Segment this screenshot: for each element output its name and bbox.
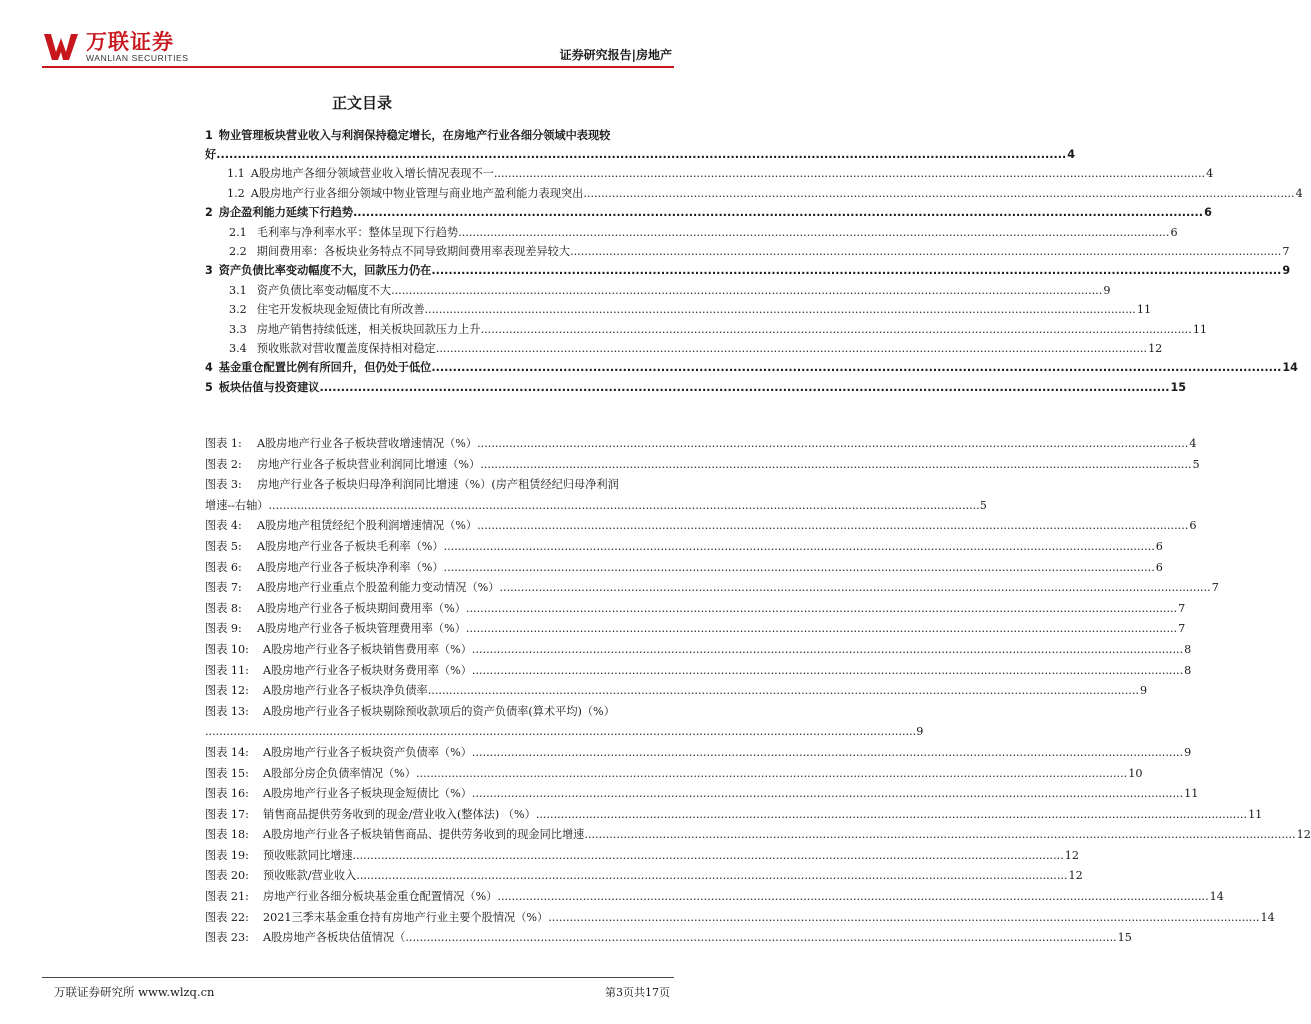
toc-entry[interactable]: 5 板块估值与投资建议 ..... 15 (205, 378, 671, 397)
toc-entry[interactable]: 3.3 房地产销售持续低迷，相关板块回款压力上升 ..... 11 (205, 320, 671, 339)
figure-page-number: 6 (1155, 560, 1163, 574)
toc-page-number: 6 (1170, 225, 1178, 239)
toc-entry[interactable]: 3.2 住宅开发板块现金短债比有所改善 ..... 11 (205, 300, 671, 319)
toc-page-number: 15 (1170, 380, 1187, 394)
figure-entry[interactable]: 图表 15: A股部分房企负债率情况（%） ..... 10 (205, 764, 671, 785)
header-divider (42, 66, 674, 68)
leader-dots (269, 496, 980, 517)
figure-page-number: 10 (1128, 766, 1143, 780)
leader-dots (570, 242, 1281, 261)
leader-dots (583, 184, 1294, 203)
leader-dots (499, 578, 1210, 599)
figure-page-number: 8 (1184, 642, 1192, 656)
report-category: 证券研究报告|房地产 (559, 48, 672, 62)
figure-entry[interactable]: 图表 10: A股房地产行业各子板块销售费用率（%） ..... 8 (205, 640, 671, 661)
toc-entry[interactable]: 1.1 A股房地产各细分领域营业收入增长情况表现不一 ..... 4 (205, 164, 671, 183)
figure-entry[interactable]: 图表 12: A股房地产行业各子板块净负债率 ..... 9 (205, 681, 671, 702)
table-of-contents (205, 125, 1303, 397)
wanlian-logo-icon (42, 30, 80, 64)
toc-page-number: 6 (1204, 206, 1212, 220)
leader-dots (444, 558, 1155, 579)
toc-entry[interactable]: 3.1 资产负债比率变动幅度不大 ..... 9 (205, 281, 671, 300)
toc-entry[interactable]: 1 物业管理板块营业收入与利润保持稳定增长，在房地产行业各细分领域中表现较 (205, 128, 611, 142)
toc-page-number: 4 (1295, 186, 1303, 200)
toc-page-number: 12 (1148, 341, 1163, 355)
figure-page-number: 6 (1155, 539, 1163, 553)
figure-entry[interactable]: 图表 16: A股房地产行业各子板块现金短债比（%） ..... 11 (205, 784, 671, 805)
figure-entry[interactable]: 图表 7: A股房地产行业重点个股盈利能力变动情况（%） ..... 7 (205, 578, 671, 599)
figure-page-number: 9 (1139, 684, 1148, 698)
figure-page-number: 15 (1117, 931, 1132, 945)
figure-entry[interactable]: 图表 22: 2021三季末基金重仓持有房地产行业主要个股情况（%） ..... 14 (205, 908, 671, 929)
figure-entry[interactable]: 图表 3: 房地产行业各子板块归母净利润同比增速（%）(房产租赁经纪归母净利润 (205, 478, 619, 492)
toc-page-number: 14 (1282, 361, 1298, 375)
toc-entry[interactable]: 3 资产负债比率变动幅度不大，回款压力仍在 ..... 9 (205, 261, 671, 280)
leader-dots (472, 661, 1183, 682)
logo-chinese-name: 万联证券 (86, 30, 174, 54)
figure-entry[interactable]: 图表 1: A股房地产行业各子板块营收增速情况（%） ..... 4 (205, 434, 671, 455)
leader-dots (431, 261, 1281, 280)
figure-entry[interactable]: 图表 5: A股房地产行业各子板块毛利率（%） ..... 6 (205, 537, 671, 558)
footer-divider (42, 977, 674, 978)
figure-page-number: 14 (1260, 910, 1275, 924)
leader-dots (353, 846, 1064, 867)
toc-entry[interactable]: 2.1 毛利率与净利率水平：整体呈现下行趋势 ..... 6 (205, 223, 671, 242)
leader-dots (216, 145, 1066, 164)
figure-page-number: 12 (1064, 848, 1080, 862)
figure-entry-continuation[interactable] (205, 722, 924, 743)
toc-page-number: 11 (1136, 303, 1152, 317)
logo-english-name: WANLIAN SECURITIES (86, 53, 189, 63)
leader-dots (353, 203, 1203, 222)
leader-dots (356, 866, 1067, 887)
figure-entry[interactable]: 图表 20: 预收账款/营业收入 ..... 12 (205, 866, 671, 887)
figure-page-number: 11 (1248, 807, 1263, 821)
figure-entry[interactable]: 图表 2: 房地产行业各子板块营业利润同比增速（%） ..... 5 (205, 455, 671, 476)
leader-dots (472, 784, 1183, 805)
leader-dots (431, 358, 1281, 377)
figure-entry-continuation[interactable]: 增速--右轴） ..... 5 (205, 496, 671, 517)
leader-dots (391, 281, 1102, 300)
page-title: 正文目录 (331, 94, 392, 112)
toc-entry[interactable]: 4 基金重仓配置比例有所回升，但仍处于低位 ..... 14 (205, 358, 671, 377)
leader-dots (480, 455, 1191, 476)
toc-entry[interactable]: 2.2 期间费用率：各板块业务特点不同导致期间费用率表现差异较大 ..... 7 (205, 242, 671, 261)
figure-page-number: 14 (1209, 890, 1224, 904)
figure-entry[interactable]: 图表 4: A股房地产租赁经纪个股利润增速情况（%） ..... 6 (205, 516, 671, 537)
figure-entry[interactable]: 图表 18: A股房地产行业各子板块销售商品、提供劳务收到的现金同比增速 ..... 12 (205, 825, 671, 846)
toc-entry[interactable]: 好 ..... 4 (205, 145, 671, 164)
figure-entry[interactable]: 图表 9: A股房地产行业各子板块管理费用率（%） ..... 7 (205, 619, 671, 640)
footer-page-indicator: 第3页共17页 (605, 986, 670, 999)
figure-entry[interactable]: 图表 21: 房地产行业各细分板块基金重仓配置情况（%） ..... 14 (205, 887, 671, 908)
figure-entry[interactable]: 图表 17: 销售商品提供劳务收到的现金/营业收入(整体法) （%） ..... 11 (205, 805, 671, 826)
toc-page-number: 4 (1067, 147, 1075, 161)
leader-dots (497, 887, 1208, 908)
leader-dots (320, 378, 1170, 397)
figure-entry[interactable]: 图表 8: A股房地产行业各子板块期间费用率（%） ..... 7 (205, 599, 671, 620)
leader-dots (472, 743, 1183, 764)
toc-page-number: 11 (1192, 322, 1208, 336)
figure-page-number: 12 (1068, 869, 1083, 883)
leader-dots (466, 619, 1177, 640)
leader-dots (472, 640, 1183, 661)
leader-dots (477, 434, 1188, 455)
leader-dots (428, 681, 1139, 702)
leader-dots (425, 300, 1136, 319)
leader-dots (416, 764, 1127, 785)
figure-page-number: 8 (1184, 663, 1192, 677)
leader-dots (494, 164, 1205, 183)
toc-entry[interactable]: 3.4 预收账款对营收覆盖度保持相对稳定 ..... 12 (205, 339, 671, 358)
figure-entry[interactable]: 图表 11: A股房地产行业各子板块财务费用率（%） ..... 8 (205, 661, 671, 682)
figure-page-number: 12 (1296, 828, 1311, 842)
leader-dots (436, 339, 1147, 358)
list-of-figures (205, 434, 1311, 949)
figure-entry[interactable]: 图表 13: A股房地产行业各子板块剔除预收款项后的资产负债率(算术平均)（%） (205, 704, 615, 718)
leader-dots (481, 320, 1192, 339)
figure-entry[interactable]: 图表 14: A股房地产行业各子板块资产负债率（%） ..... 9 (205, 743, 671, 764)
leader-dots (536, 805, 1247, 826)
leader-dots (458, 223, 1169, 242)
leader-dots (477, 516, 1188, 537)
footer-source: 万联证券研究所 www.wlzq.cn (54, 985, 215, 999)
figure-page-number: 6 (1189, 519, 1197, 533)
figure-entry[interactable]: 图表 19: 预收账款同比增速 ..... 12 (205, 846, 671, 867)
figure-page-number: 4 (1189, 437, 1197, 450)
leader-dots (466, 599, 1177, 620)
toc-page-number: 9 (1282, 264, 1291, 278)
toc-page-number: 7 (1282, 244, 1290, 258)
toc-page-number: 4 (1206, 167, 1214, 181)
page-header (0, 0, 724, 70)
figure-page-number: 9 (1184, 745, 1192, 759)
leader-dots (205, 722, 916, 743)
figure-entry[interactable]: 图表 23: A股房地产各板块估值情况（ ..... 15 (205, 928, 671, 949)
leader-dots (584, 825, 1295, 846)
company-logo (42, 30, 189, 64)
toc-page-number: 9 (1103, 283, 1111, 297)
figure-page-number: 5 (979, 498, 987, 512)
figure-entry[interactable]: 图表 6: A股房地产行业各子板块净利率（%） ..... 6 (205, 558, 671, 579)
leader-dots (444, 537, 1155, 558)
toc-entry[interactable]: 2 房企盈利能力延续下行趋势 ..... 6 (205, 203, 671, 222)
figure-page-number: 11 (1184, 787, 1199, 801)
leader-dots (548, 908, 1259, 929)
figure-page-number: 5 (1192, 457, 1200, 471)
figure-page-number: 7 (1178, 601, 1186, 615)
leader-dots (405, 928, 1116, 949)
figure-page-number: 7 (1178, 622, 1186, 636)
toc-entry[interactable]: 1.2 A股房地产行业各细分领域中物业管理与商业地产盈利能力表现突出 ..... 4 (205, 184, 671, 203)
figure-page-number: 7 (1211, 581, 1219, 595)
figure-page-number: 9 (916, 725, 924, 739)
